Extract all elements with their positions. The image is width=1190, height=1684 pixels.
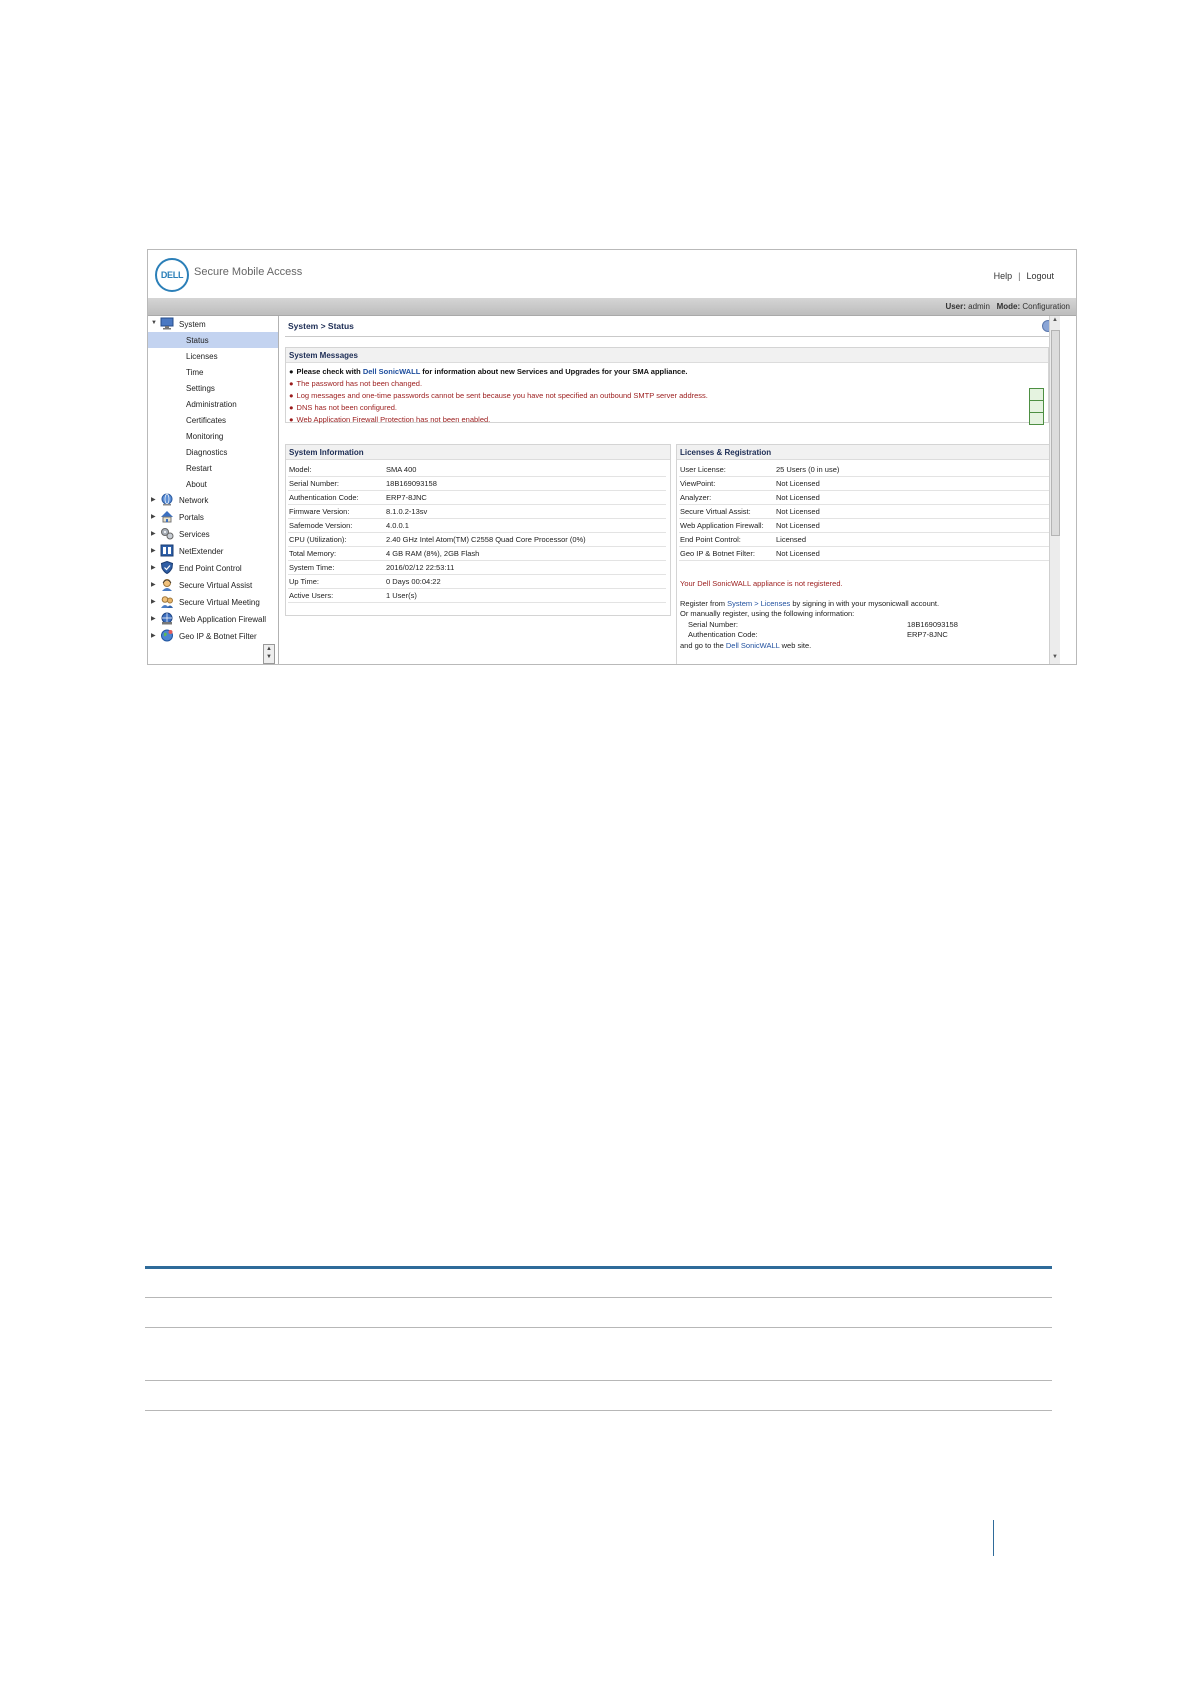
sidebar-item-licenses[interactable] (148, 348, 278, 364)
sidebar-item-label: Restart (186, 464, 212, 473)
system-information-panel (285, 444, 671, 616)
sidebar-item-settings[interactable] (148, 380, 278, 396)
sidebar-item-monitoring[interactable] (148, 428, 278, 444)
row-label: Analyzer: (680, 493, 712, 502)
help-link[interactable]: Help (993, 271, 1013, 281)
collapsed-triangle-icon[interactable]: ▶ (151, 616, 156, 622)
sidebar-item-label: Time (186, 368, 204, 377)
table-row (288, 547, 666, 561)
row-value: Not Licensed (776, 507, 820, 516)
sidebar-item-label: Certificates (186, 416, 227, 425)
breadcrumb-divider (285, 336, 1055, 337)
row-value: 8.1.0.2-13sv (386, 507, 428, 516)
geo-globe-icon (160, 629, 174, 642)
sidebar-item-label: Status (186, 336, 209, 345)
row-label: Total Memory: (289, 549, 337, 558)
mode-value: Configuration (1022, 302, 1070, 311)
user-bar (148, 298, 1076, 316)
bullet-icon: ● (289, 403, 294, 412)
row-value: 4 GB RAM (8%), 2GB Flash (386, 549, 480, 558)
globe-icon (160, 493, 174, 506)
row-label: ViewPoint: (680, 479, 716, 488)
serial-number-value: 18B169093158 (907, 620, 958, 629)
house-icon (160, 510, 174, 523)
meeting-icon (160, 595, 174, 608)
sidebar-item-label: Services (179, 530, 210, 539)
row-label: Geo IP & Botnet Filter: (680, 549, 755, 558)
row-value: 0 Days 00:04:22 (386, 577, 441, 586)
row-value: Not Licensed (776, 479, 820, 488)
sidebar-item-label: Administration (186, 400, 237, 409)
row-label: End Point Control: (680, 535, 741, 544)
sidebar-scroll-buttons[interactable] (263, 644, 275, 664)
configure-arrow-icon[interactable] (1029, 412, 1044, 425)
main-content (280, 316, 1060, 664)
sidebar-item-about[interactable] (148, 476, 278, 492)
table-row (288, 463, 666, 477)
collapsed-triangle-icon[interactable]: ▶ (151, 497, 156, 503)
bullet-icon: ● (289, 379, 294, 388)
sidebar-item-secure-virtual-assist[interactable] (148, 577, 278, 594)
licenses-registration-title: Licenses & Registration (677, 445, 1057, 460)
row-label: Authentication Code: (289, 493, 359, 502)
expanded-triangle-icon[interactable]: ▼ (151, 320, 157, 326)
gears-icon (160, 527, 174, 540)
message-item (289, 391, 708, 400)
scroll-up-icon[interactable]: ▲ (1052, 317, 1058, 323)
main-scrollbar[interactable] (1049, 316, 1060, 664)
row-value: SMA 400 (386, 465, 417, 474)
table-row (679, 505, 1053, 519)
table-row-rule (145, 1297, 1052, 1298)
table-row (288, 575, 666, 589)
user-label: User: (945, 302, 966, 311)
goto-text-post: web site. (781, 641, 812, 650)
row-label: Secure Virtual Assist: (680, 507, 751, 516)
table-row (679, 463, 1053, 477)
row-value: ERP7-8JNC (386, 493, 427, 502)
register-text-post: by signing in with your mysonicwall account. (792, 599, 940, 608)
scroll-down-icon[interactable]: ▼ (266, 654, 272, 660)
sidebar-item-label: Licenses (186, 352, 218, 361)
not-registered-warning: Your Dell SonicWALL appliance is not registered. (680, 579, 843, 588)
table-row (679, 533, 1053, 547)
auth-code-value: ERP7-8JNC (907, 630, 948, 639)
row-label: System Time: (289, 563, 335, 572)
table-row (288, 505, 666, 519)
sidebar-item-time[interactable] (148, 364, 278, 380)
footer-divider (993, 1520, 994, 1556)
collapsed-triangle-icon[interactable]: ▶ (151, 582, 156, 588)
sidebar-item-web-application-firewall[interactable] (148, 611, 278, 628)
sidebar-item-services[interactable] (148, 526, 278, 543)
notice-text-post: for information about new Services and Upgrades for your SMA appliance. (422, 367, 688, 376)
sidebar-item-system[interactable] (148, 316, 278, 333)
top-links (994, 271, 1054, 281)
collapsed-triangle-icon[interactable]: ▶ (151, 514, 156, 520)
sidebar-item-label: About (186, 480, 207, 489)
sidebar-item-label: Network (179, 496, 209, 505)
sidebar-item-administration[interactable] (148, 396, 278, 412)
message-text: Log messages and one-time passwords cannot be sent because you have not specified an outbound SMTP server address. (296, 391, 708, 400)
row-value: Licensed (776, 535, 807, 544)
table-row (288, 561, 666, 575)
sidebar-item-secure-virtual-meeting[interactable] (148, 594, 278, 611)
table-row (679, 477, 1053, 491)
sidebar-item-end-point-control[interactable] (148, 560, 278, 577)
message-item (289, 403, 397, 412)
scrollbar-thumb[interactable] (1051, 330, 1060, 536)
table-row (288, 519, 666, 533)
row-value: Not Licensed (776, 493, 820, 502)
serial-number-label: Serial Number: (688, 620, 739, 629)
message-text: The password has not been changed. (296, 379, 423, 388)
table-row (288, 533, 666, 547)
sidebar-item-label: Geo IP & Botnet Filter (179, 632, 257, 641)
dell-sonicwall-link[interactable]: Dell SonicWALL (362, 367, 421, 376)
table-row-rule (145, 1410, 1052, 1411)
link-separator: | (1018, 271, 1021, 281)
system-licenses-link[interactable]: System > Licenses (727, 599, 791, 608)
scroll-down-icon[interactable]: ▼ (1052, 654, 1058, 660)
message-item (289, 415, 490, 424)
scroll-up-icon[interactable]: ▲ (266, 646, 272, 652)
firewall-globe-icon (160, 612, 174, 625)
row-label: User License: (680, 465, 726, 474)
auth-code-label: Authentication Code: (688, 630, 758, 639)
row-label: Model: (289, 465, 312, 474)
bullet-icon: ● (289, 391, 294, 400)
sidebar (148, 316, 279, 664)
user-value: admin (968, 302, 990, 311)
sidebar-item-netextender[interactable] (148, 543, 278, 560)
manual-register-text: Or manually register, using the following information: (680, 609, 855, 618)
collapsed-triangle-icon[interactable]: ▶ (151, 599, 156, 605)
sidebar-item-label: End Point Control (179, 564, 242, 573)
monitor-icon (160, 317, 174, 330)
collapsed-triangle-icon[interactable]: ▶ (151, 565, 156, 571)
goto-text-pre: and go to the (680, 641, 724, 650)
screenshot-frame (147, 249, 1077, 665)
row-label: CPU (Utilization): (289, 535, 347, 544)
sidebar-item-portals[interactable] (148, 509, 278, 526)
row-value: 18B169093158 (386, 479, 437, 488)
system-information-title: System Information (286, 445, 670, 460)
table-row (288, 589, 666, 603)
collapsed-triangle-icon[interactable]: ▶ (151, 633, 156, 639)
table-row (679, 491, 1053, 505)
system-messages-title: System Messages (286, 348, 1048, 363)
sidebar-item-label: Settings (186, 384, 215, 393)
sidebar-item-label: Secure Virtual Meeting (179, 598, 260, 607)
row-value: Not Licensed (776, 521, 820, 530)
bullet-icon: ● (289, 367, 294, 376)
sidebar-item-label: Web Application Firewall (179, 615, 267, 624)
row-label: Up Time: (289, 577, 320, 586)
row-label: Web Application Firewall: (680, 521, 764, 530)
message-text: Web Application Firewall Protection has not been enabled. (296, 415, 491, 424)
licenses-registration-panel (676, 444, 1058, 664)
row-value: 2016/02/12 22:53:11 (386, 563, 455, 572)
logout-link[interactable]: Logout (1026, 271, 1054, 281)
sidebar-item-label: Secure Virtual Assist (179, 581, 253, 590)
bullet-icon: ● (289, 415, 294, 424)
notice-text-pre: Please check with (296, 367, 361, 376)
row-value: 1 User(s) (386, 591, 417, 600)
row-label: Active Users: (289, 591, 334, 600)
collapsed-triangle-icon[interactable]: ▶ (151, 548, 156, 554)
sidebar-item-geo-ip-botnet-filter[interactable] (148, 628, 278, 645)
support-agent-icon (160, 578, 174, 591)
row-label: Serial Number: (289, 479, 340, 488)
sidebar-item-certificates[interactable] (148, 412, 278, 428)
dell-logo: DELL (155, 258, 189, 292)
sidebar-item-label: System (179, 320, 206, 329)
row-value: 25 Users (0 in use) (776, 465, 840, 474)
row-label: Firmware Version: (289, 507, 350, 516)
sidebar-item-status[interactable] (148, 332, 278, 348)
register-instructions (680, 599, 939, 608)
row-value: Not Licensed (776, 549, 820, 558)
sidebar-item-diagnostics[interactable] (148, 444, 278, 460)
goto-website-text (680, 641, 811, 650)
sidebar-item-label: Diagnostics (186, 448, 228, 457)
row-value: 4.0.0.1 (386, 521, 409, 530)
upgrade-notice (289, 367, 687, 376)
user-info (945, 302, 1070, 311)
table-row-rule (145, 1380, 1052, 1381)
table-top-rule (145, 1266, 1052, 1269)
row-value: 2.40 GHz Intel Atom(TM) C2558 Quad Core Processor (0%) (386, 535, 586, 544)
collapsed-triangle-icon[interactable]: ▶ (151, 531, 156, 537)
table-row (288, 477, 666, 491)
sidebar-item-restart[interactable] (148, 460, 278, 476)
table-row (679, 519, 1053, 533)
register-text-pre: Register from (680, 599, 726, 608)
app-header (148, 250, 1076, 298)
netextender-icon (160, 544, 174, 557)
product-name: Secure Mobile Access (194, 266, 303, 278)
sidebar-item-label: Portals (179, 513, 204, 522)
dell-sonicwall-website-link[interactable]: Dell SonicWALL (725, 641, 780, 650)
message-item (289, 379, 422, 388)
row-label: Safemode Version: (289, 521, 353, 530)
shield-icon (160, 561, 174, 574)
mode-label: Mode: (996, 302, 1021, 311)
message-text: DNS has not been configured. (296, 403, 398, 412)
sidebar-item-label: NetExtender (179, 547, 224, 556)
system-messages-panel (285, 347, 1049, 423)
table-row (288, 491, 666, 505)
breadcrumb: System > Status (288, 321, 354, 331)
table-row-rule (145, 1327, 1052, 1328)
table-row (679, 547, 1053, 561)
sidebar-item-label: Monitoring (186, 432, 224, 441)
sidebar-item-network[interactable] (148, 492, 278, 509)
